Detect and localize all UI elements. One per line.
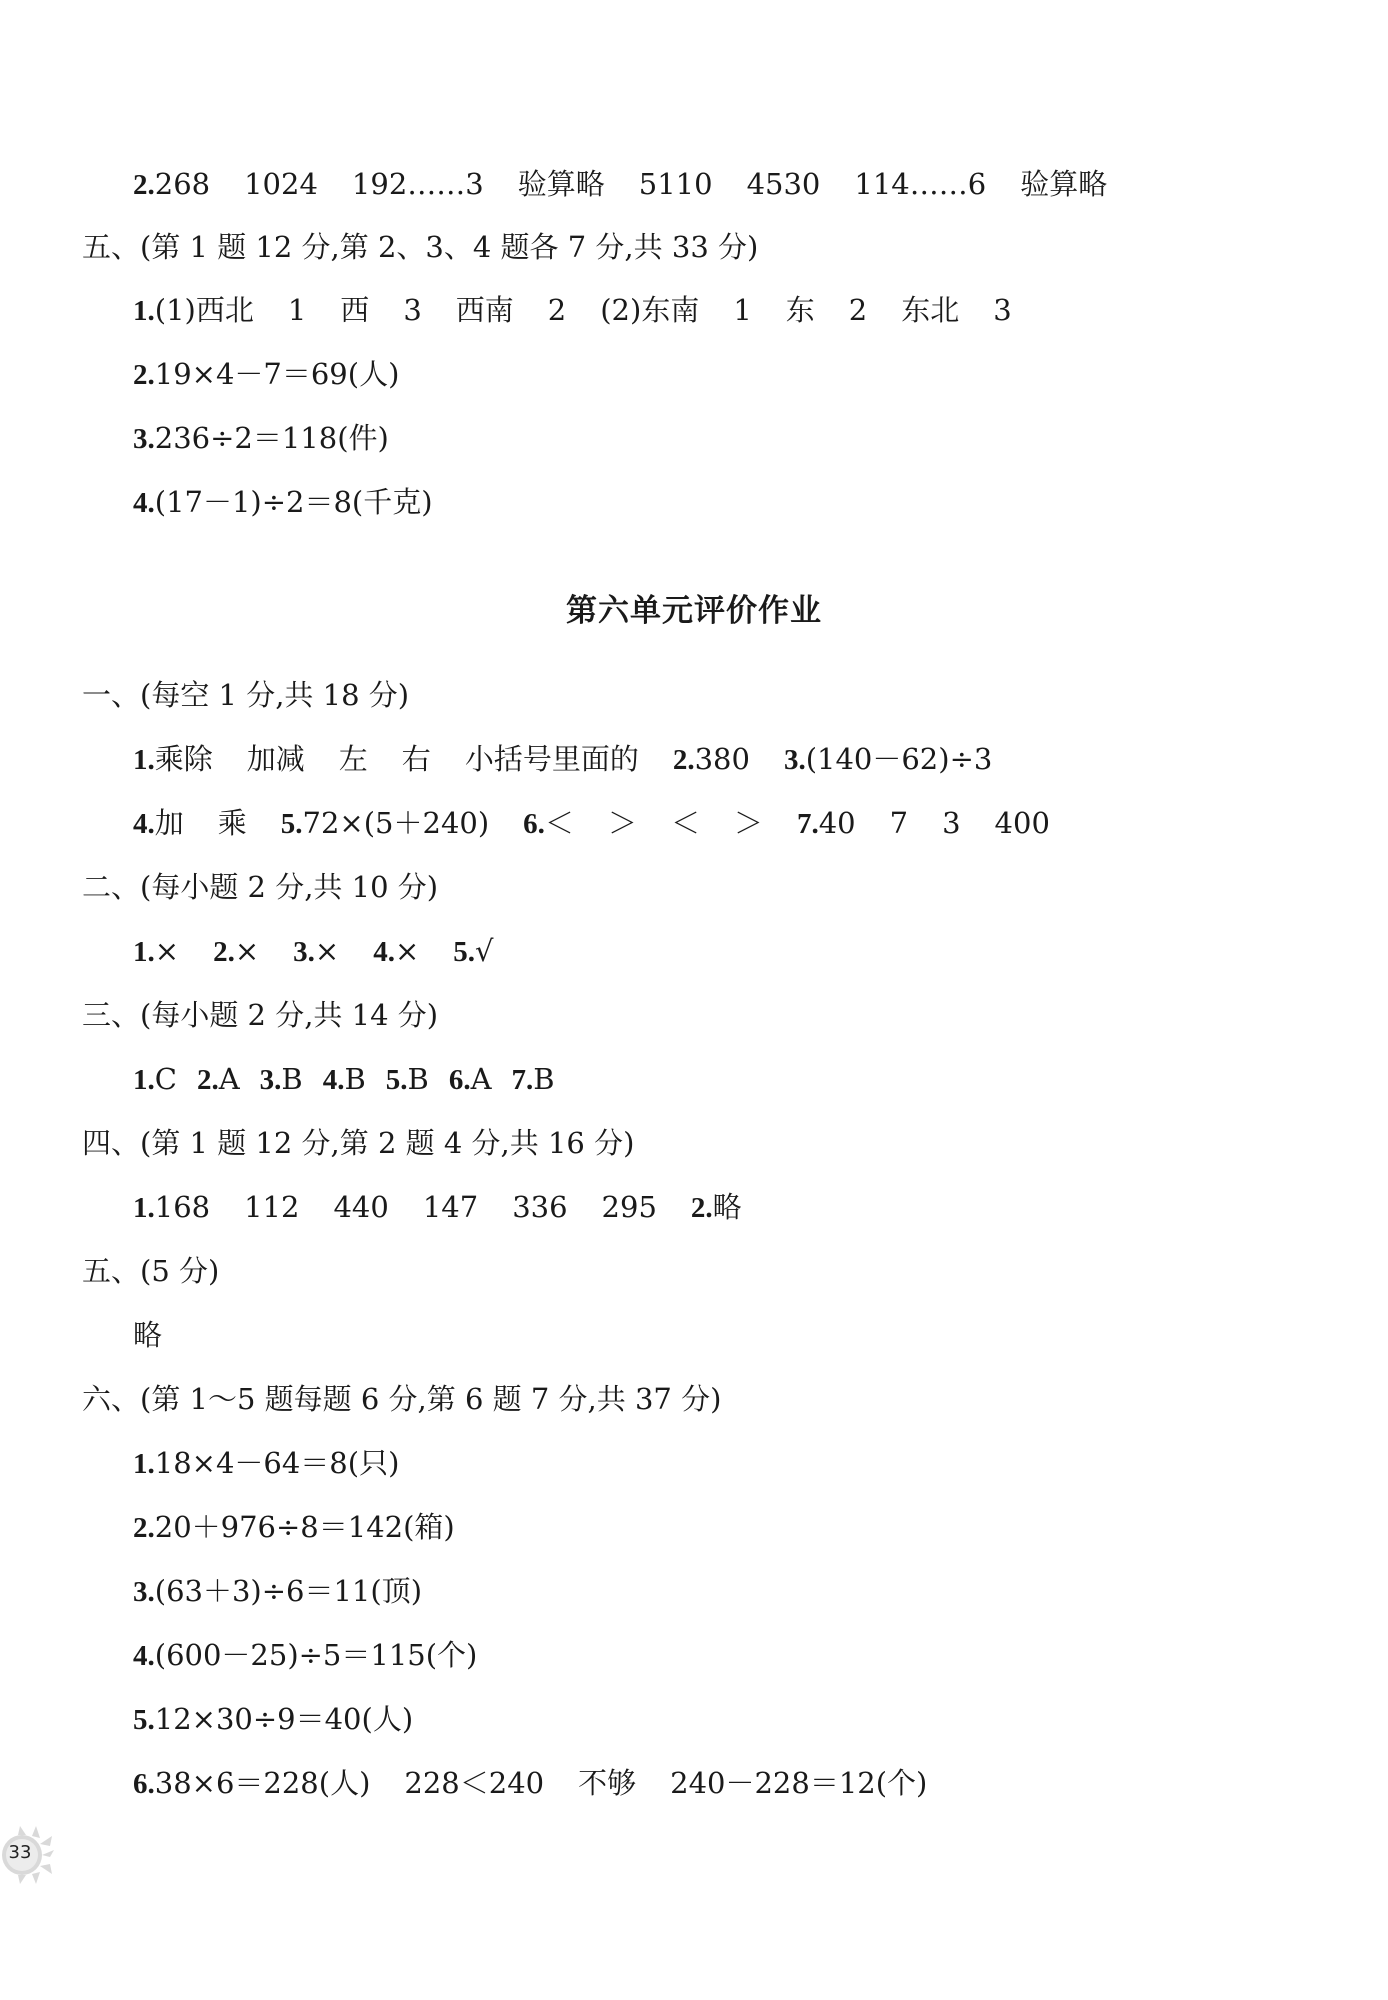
answer-line: 4.加 乘 5.72×(5＋240) 6.＜ ＞ ＜ ＞ 7.40 7 3 400 [133, 806, 1050, 840]
answer-line: 1.× 2.× 3.× 4.× 5.√ [133, 934, 494, 968]
page-number-badge [0, 1826, 58, 1884]
answer-line: 4.(17－1)÷2＝8(千克) [133, 485, 433, 519]
section-heading: 六、(第 1～5 题每题 6 分,第 6 题 7 分,共 37 分) [82, 1382, 722, 1416]
answer-line: 3.(63＋3)÷6＝11(顶) [133, 1574, 423, 1608]
answer-line: 3.236÷2＝118(件) [133, 421, 389, 455]
answer-line: 5.12×30÷9＝40(人) [133, 1702, 414, 1736]
answer-line: 6.38×6＝228(人) 228＜240 不够 240－228＝12(个) [133, 1766, 928, 1800]
answer-line: 1.18×4－64＝8(只) [133, 1446, 400, 1480]
page-number: 33 [8, 1842, 32, 1863]
section-heading: 五、(第 1 题 12 分,第 2、3、4 题各 7 分,共 33 分) [82, 230, 759, 264]
section-heading: 五、(5 分) [82, 1254, 220, 1288]
answer-line: 1.(1)西北 1 西 3 西南 2 (2)东南 1 东 2 东北 3 [133, 293, 1012, 327]
answer-line: 4.(600－25)÷5＝115(个) [133, 1638, 478, 1672]
unit-title: 第六单元评价作业 [566, 593, 822, 629]
answer-line: 略 [133, 1318, 163, 1352]
section-heading: 四、(第 1 题 12 分,第 2 题 4 分,共 16 分) [82, 1126, 635, 1160]
section-heading: 三、(每小题 2 分,共 14 分) [82, 998, 439, 1032]
answer-line: 1.C 2.A 3.B 4.B 5.B 6.A 7.B [133, 1062, 555, 1096]
answer-line: 1.168 112 440 147 336 295 2.略 [133, 1190, 742, 1224]
section-heading: 二、(每小题 2 分,共 10 分) [82, 870, 439, 904]
answer-line: 2.20＋976÷8＝142(箱) [133, 1510, 455, 1544]
answer-line: 1.乘除 加减 左 右 小括号里面的 2.380 3.(140－62)÷3 [133, 742, 993, 776]
section-heading: 一、(每空 1 分,共 18 分) [82, 678, 410, 712]
answer-line: 2.19×4－7＝69(人) [133, 357, 400, 391]
answer-line: 2.268 1024 192……3 验算略 5110 4530 114……6 验算略 [133, 167, 1108, 201]
